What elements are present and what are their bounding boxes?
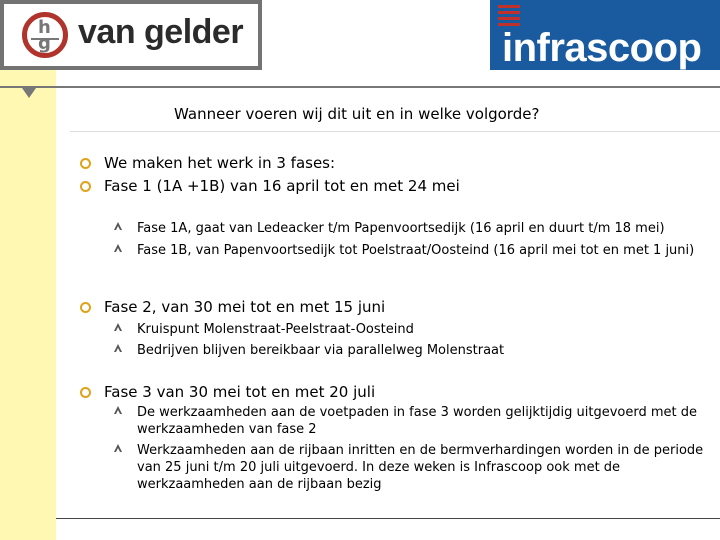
- circle-bullet-icon: [80, 387, 91, 398]
- infrascoop-logo: [490, 0, 720, 70]
- vg-logo-h: h: [38, 17, 51, 38]
- triangle-marker-icon: [22, 88, 36, 98]
- sub-bullet-item: [137, 404, 712, 438]
- vg-logo-circle-icon: [22, 12, 68, 58]
- vg-logo-g: g: [38, 33, 51, 54]
- sub-bullet-text: Kruispunt Molenstraat-Peelstraat-Oosteind: [137, 322, 414, 337]
- header-divider: [0, 86, 720, 88]
- bullet-text: We maken het werk in 3 fases:: [104, 154, 336, 172]
- infrascoop-logo-text: infrascoop: [502, 26, 702, 70]
- chevron-bullet-icon: [114, 244, 122, 252]
- sub-bullet-text: Fase 1A, gaat van Ledeacker t/m Papenvoortsedijk (16 april en duurt t/m 18 mei): [137, 221, 665, 236]
- sub-bullet-text: De werkzaamheden aan de voetpaden in fase 3 worden gelijktijdig uitgevoerd met de werkzaamheden van fase 2: [137, 405, 698, 437]
- bullet-item: [104, 154, 335, 172]
- bullet-text: Fase 2, van 30 mei tot en met 15 juni: [104, 298, 386, 316]
- van-gelder-header-panel: [0, 0, 262, 70]
- chevron-bullet-icon: [114, 222, 122, 230]
- sub-bullet-item: [137, 321, 717, 338]
- sub-bullet-item: [137, 220, 717, 237]
- circle-bullet-icon: [80, 181, 91, 192]
- chevron-bullet-icon: [114, 344, 122, 352]
- chevron-bullet-icon: [114, 444, 122, 452]
- sub-bullet-text: Werkzaamheden aan de rijbaan inritten en de bermverhardingen worden in de periode van 25 juni t/m 20 juli uitgevoerd. In deze weken is Infrascoop ook met de werkzaamheden aan de rijbaan bezig: [137, 443, 704, 492]
- footer-divider: [56, 518, 720, 519]
- chevron-bullet-icon: [114, 406, 122, 414]
- sub-bullet-item: [137, 242, 717, 259]
- slide-title: Wanneer voeren wij dit uit en in welke volgorde?: [174, 105, 540, 123]
- sub-bullet-text: Bedrijven blijven bereikbaar via parallelweg Molenstraat: [137, 343, 505, 358]
- sub-bullet-item: [137, 442, 712, 493]
- sub-bullet-item: [137, 342, 717, 359]
- circle-bullet-icon: [80, 158, 91, 169]
- sub-bullet-text: Fase 1B, van Papenvoortsedijk tot Poelstraat/Oosteind (16 april mei tot en met 1 juni): [137, 243, 695, 258]
- bullet-text: Fase 1 (1A +1B) van 16 april tot en met 24 mei: [104, 177, 460, 195]
- chevron-bullet-icon: [114, 323, 122, 331]
- bullet-item: [104, 383, 375, 401]
- van-gelder-logo: [4, 4, 258, 66]
- bullet-text: Fase 3 van 30 mei tot en met 20 juli: [104, 383, 376, 401]
- title-divider: [70, 131, 720, 132]
- header-spacer: [262, 0, 490, 70]
- vg-logo-text: van gelder: [78, 13, 244, 51]
- bullet-item: [104, 298, 385, 316]
- bullet-item: [104, 177, 460, 195]
- left-decorative-strip: [0, 70, 56, 540]
- circle-bullet-icon: [80, 302, 91, 313]
